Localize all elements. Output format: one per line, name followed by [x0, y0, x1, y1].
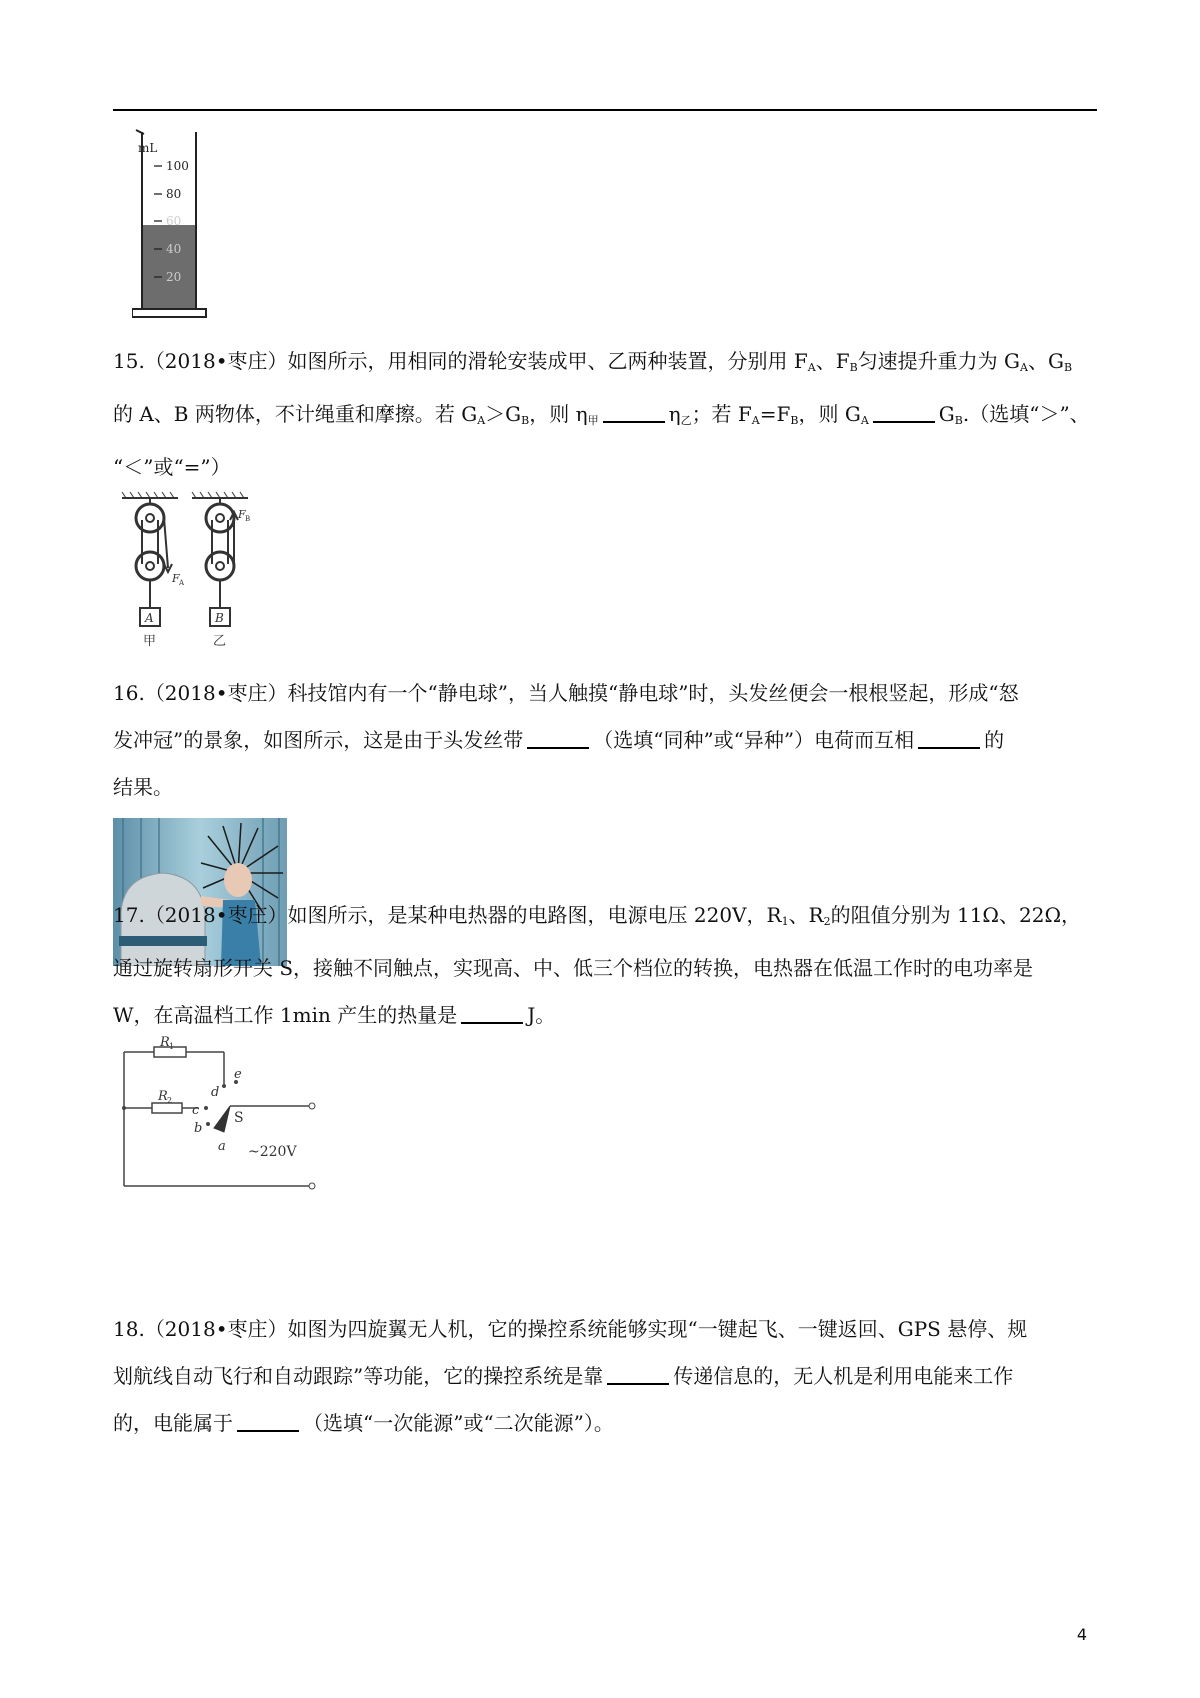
question-17: 17.（2018•枣庄）如图所示，是某种电热器的电路图，电源电压 220V，$R_1$、$R_2$的阻值分别为 11Ω、22Ω， 通过旋转扇形开关 S，接触不同触点，实现高、中、低三个档位的转换，电热器在低温工作时的电功率是 W，在高温档工作 1min 产生的热量是 J。: [113, 903, 1082, 1027]
tick-label: 80: [166, 187, 182, 201]
tick-label: 100: [166, 159, 189, 173]
question-number: 17.: [113, 903, 145, 927]
circuit-diagram: [118, 1036, 328, 1196]
box-a-label: A: [145, 611, 154, 625]
question-16: 16.（2018•枣庄）科技馆内有一个“静电球”，当人触摸“静电球”时，头发丝便会一根根竖起，形成“怒 发冲冠”的景象，如图所示，这是由于头发丝带 （选填“同种”或“异种”）电荷而互相 的 结果。: [113, 681, 1019, 799]
liquid-column: [142, 225, 196, 309]
answer-blank[interactable]: [918, 725, 980, 749]
question-number: 16.: [113, 681, 145, 705]
contact-e-label: e: [234, 1067, 242, 1082]
question-15: 15.（2018•枣庄）如图所示，用相同的滑轮安装成甲、乙两种装置，分别用 $F_A$、$F_B$匀速提升重力为 $G_A$、$G_B$ 的 A、B 两物体，不计绳重和摩擦。若 $G_A>G_B$，则 $\eta_甲$ $\eta_乙$；若 $F_A=F_B$，则 $G_A$ $G_B$.（选填“＞”、 “＜”或“=”）: [113, 349, 1090, 479]
force-a-label: F: [172, 572, 180, 585]
contact-b-label: b: [194, 1121, 203, 1136]
cylinder-unit: mL: [138, 141, 158, 155]
box-b-label: B: [215, 611, 224, 625]
voltage-label: ~220V: [248, 1144, 297, 1160]
tick-label: 60: [166, 214, 182, 228]
question-source: （2018•枣庄）: [144, 681, 288, 705]
contact-d-label: d: [211, 1085, 220, 1100]
question-number: 18.: [113, 1317, 145, 1341]
answer-blank[interactable]: [603, 399, 665, 423]
switch-s-label: S: [234, 1110, 244, 1126]
answer-blank[interactable]: [527, 725, 589, 749]
answer-blank[interactable]: [607, 1361, 669, 1385]
question-source: （2018•枣庄）: [144, 349, 288, 373]
question-18: 18.（2018•枣庄）如图为四旋翼无人机，它的操控系统能够实现“一键起飞、一键返回、GPS 悬停、规 划航线自动飞行和自动跟踪”等功能，它的操控系统是靠 传递信息的，无人机是利用电能来工作 的，电能属于 （选填“一次能源”或“二次能源”）。: [113, 1317, 1028, 1435]
answer-blank[interactable]: [237, 1408, 299, 1432]
question-source: （2018•枣庄）: [144, 1317, 288, 1341]
force-b-label: F: [238, 508, 246, 521]
contact-a-label: a: [218, 1139, 226, 1154]
svg-text:1: 1: [169, 1042, 175, 1051]
caption-yi: 乙: [213, 634, 227, 649]
page-number: 4: [1076, 1625, 1087, 1644]
svg-text:2: 2: [167, 1096, 173, 1105]
question-number: 15.: [113, 349, 145, 373]
graduated-cylinder-figure: [132, 128, 214, 320]
pulley-figure: [120, 490, 260, 650]
tick-label: 20: [166, 270, 182, 284]
svg-text:A: A: [179, 579, 185, 587]
header-rule: [113, 109, 1097, 111]
r2-label: R: [158, 1089, 168, 1104]
question-source: （2018•枣庄）: [144, 903, 288, 927]
svg-text:B: B: [245, 515, 251, 523]
caption-jia: 甲: [143, 634, 157, 649]
contact-c-label: c: [192, 1103, 200, 1118]
r1-label: R: [160, 1036, 170, 1050]
answer-blank[interactable]: [461, 1000, 523, 1024]
tick-label: 40: [166, 242, 182, 256]
answer-blank[interactable]: [873, 399, 935, 423]
